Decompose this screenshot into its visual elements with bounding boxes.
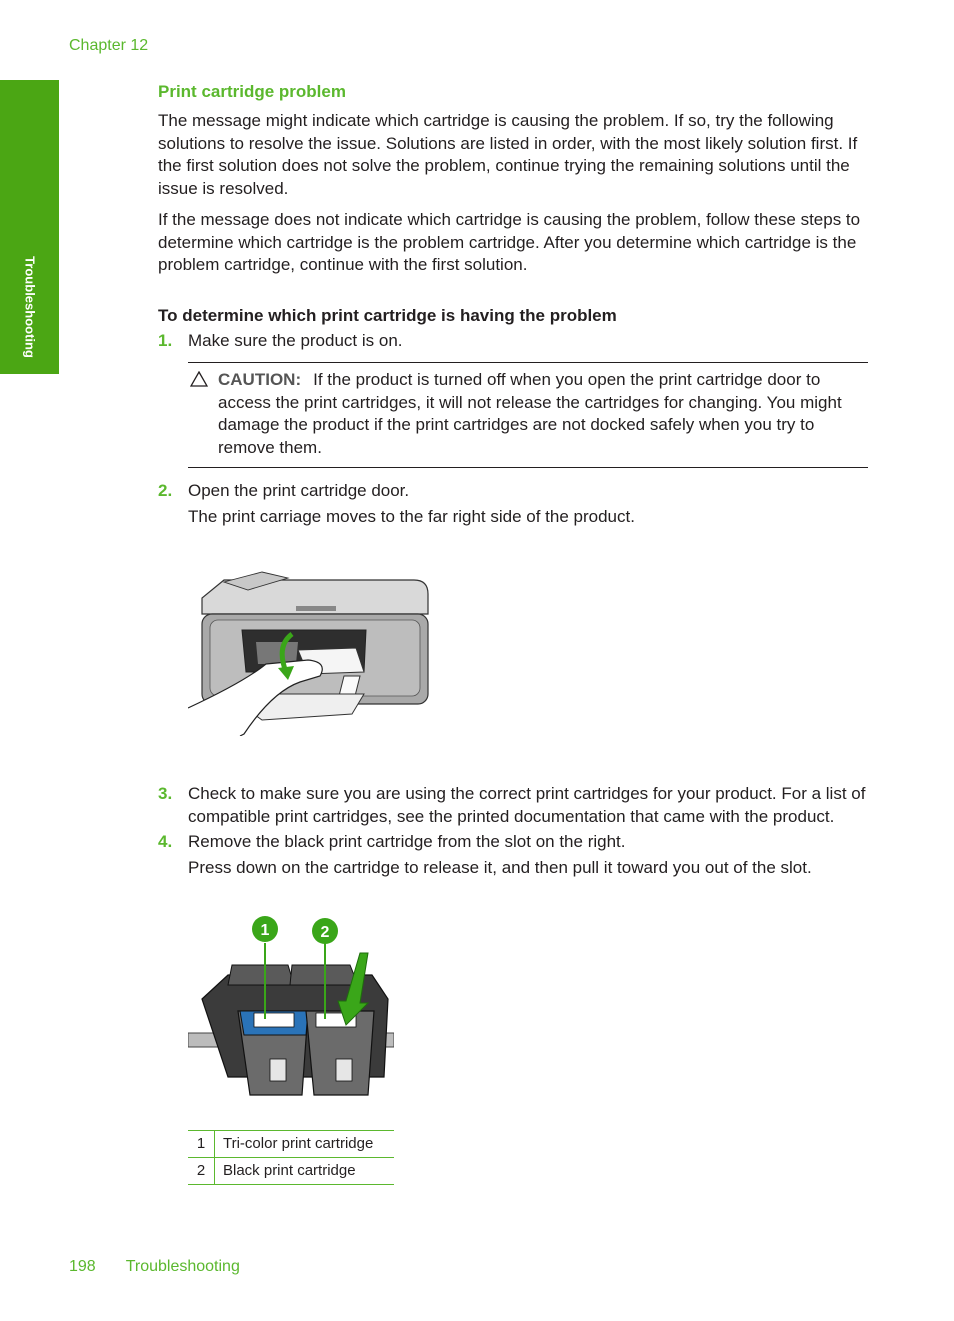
section-title: Print cartridge problem (158, 82, 346, 101)
side-tab-label: Troubleshooting (22, 256, 38, 358)
step-text: Remove the black print cartridge from the slot on the right. (188, 832, 626, 851)
page-footer (69, 1258, 240, 1276)
step-subtext: The print carriage moves to the far right side of the product. (188, 506, 635, 526)
caution-label: CAUTION: (218, 370, 302, 389)
legend-label: Tri-color print cartridge (215, 1131, 395, 1158)
step-number: 2. (158, 481, 173, 500)
figure-legend (188, 1130, 394, 1185)
caution-box (188, 362, 868, 468)
legend-number: 2 (188, 1158, 215, 1185)
legend-row (188, 1131, 394, 1158)
intro-paragraph-1: The message might indicate which cartridge is causing the problem. If so, try the following solutions to resolve the issue. Solutions are listed in order, with the most likely solution first. If the first solution does not solve the problem, continue trying the remaining solutions until the issue is resolved. (158, 111, 858, 198)
chapter-header: Chapter 12 (69, 37, 149, 54)
page-number: 198 (69, 1258, 96, 1275)
step-text: Check to make sure you are using the correct print cartridges for your product. For a list of compatible print cartridges, see the printed documentation that came with the product. (188, 784, 866, 826)
step-4 (158, 831, 868, 879)
legend-row (188, 1158, 394, 1185)
cartridge-illustration (188, 907, 394, 1103)
intro-paragraph-2: If the message does not indicate which cartridge is causing the problem, follow these steps to determine which cartridge is the problem cartridge. After you determine which cartridge is the problem cartridge, continue with the first solution. (158, 210, 861, 274)
main-content (158, 82, 868, 1185)
side-tab (0, 80, 59, 374)
legend-number: 1 (188, 1131, 215, 1158)
step-number: 4. (158, 832, 173, 851)
step-number: 3. (158, 784, 173, 803)
procedure-title: To determine which print cartridge is having the problem (158, 305, 617, 325)
legend-label: Black print cartridge (215, 1158, 395, 1185)
step-3 (158, 783, 868, 828)
step-number: 1. (158, 330, 173, 350)
step-2 (158, 480, 868, 528)
step-1 (158, 330, 868, 353)
step-subtext: Press down on the cartridge to release it, and then pull it toward you out of the slot. (188, 857, 812, 877)
step-text: Open the print cartridge door. (188, 481, 410, 500)
footer-section: Troubleshooting (125, 1258, 240, 1275)
caution-triangle-icon (190, 371, 208, 387)
callout-1-label: 1 (260, 922, 270, 939)
printer-illustration (188, 564, 430, 736)
caution-text: If the product is turned off when you open the print cartridge door to access the print cartridges, it will not release the cartridges for changing. You might damage the product if the print cartridges are not docked safely when you try to remove them. (218, 370, 842, 457)
callout-2-label: 2 (320, 924, 330, 941)
step-text: Make sure the product is on. (188, 330, 403, 350)
